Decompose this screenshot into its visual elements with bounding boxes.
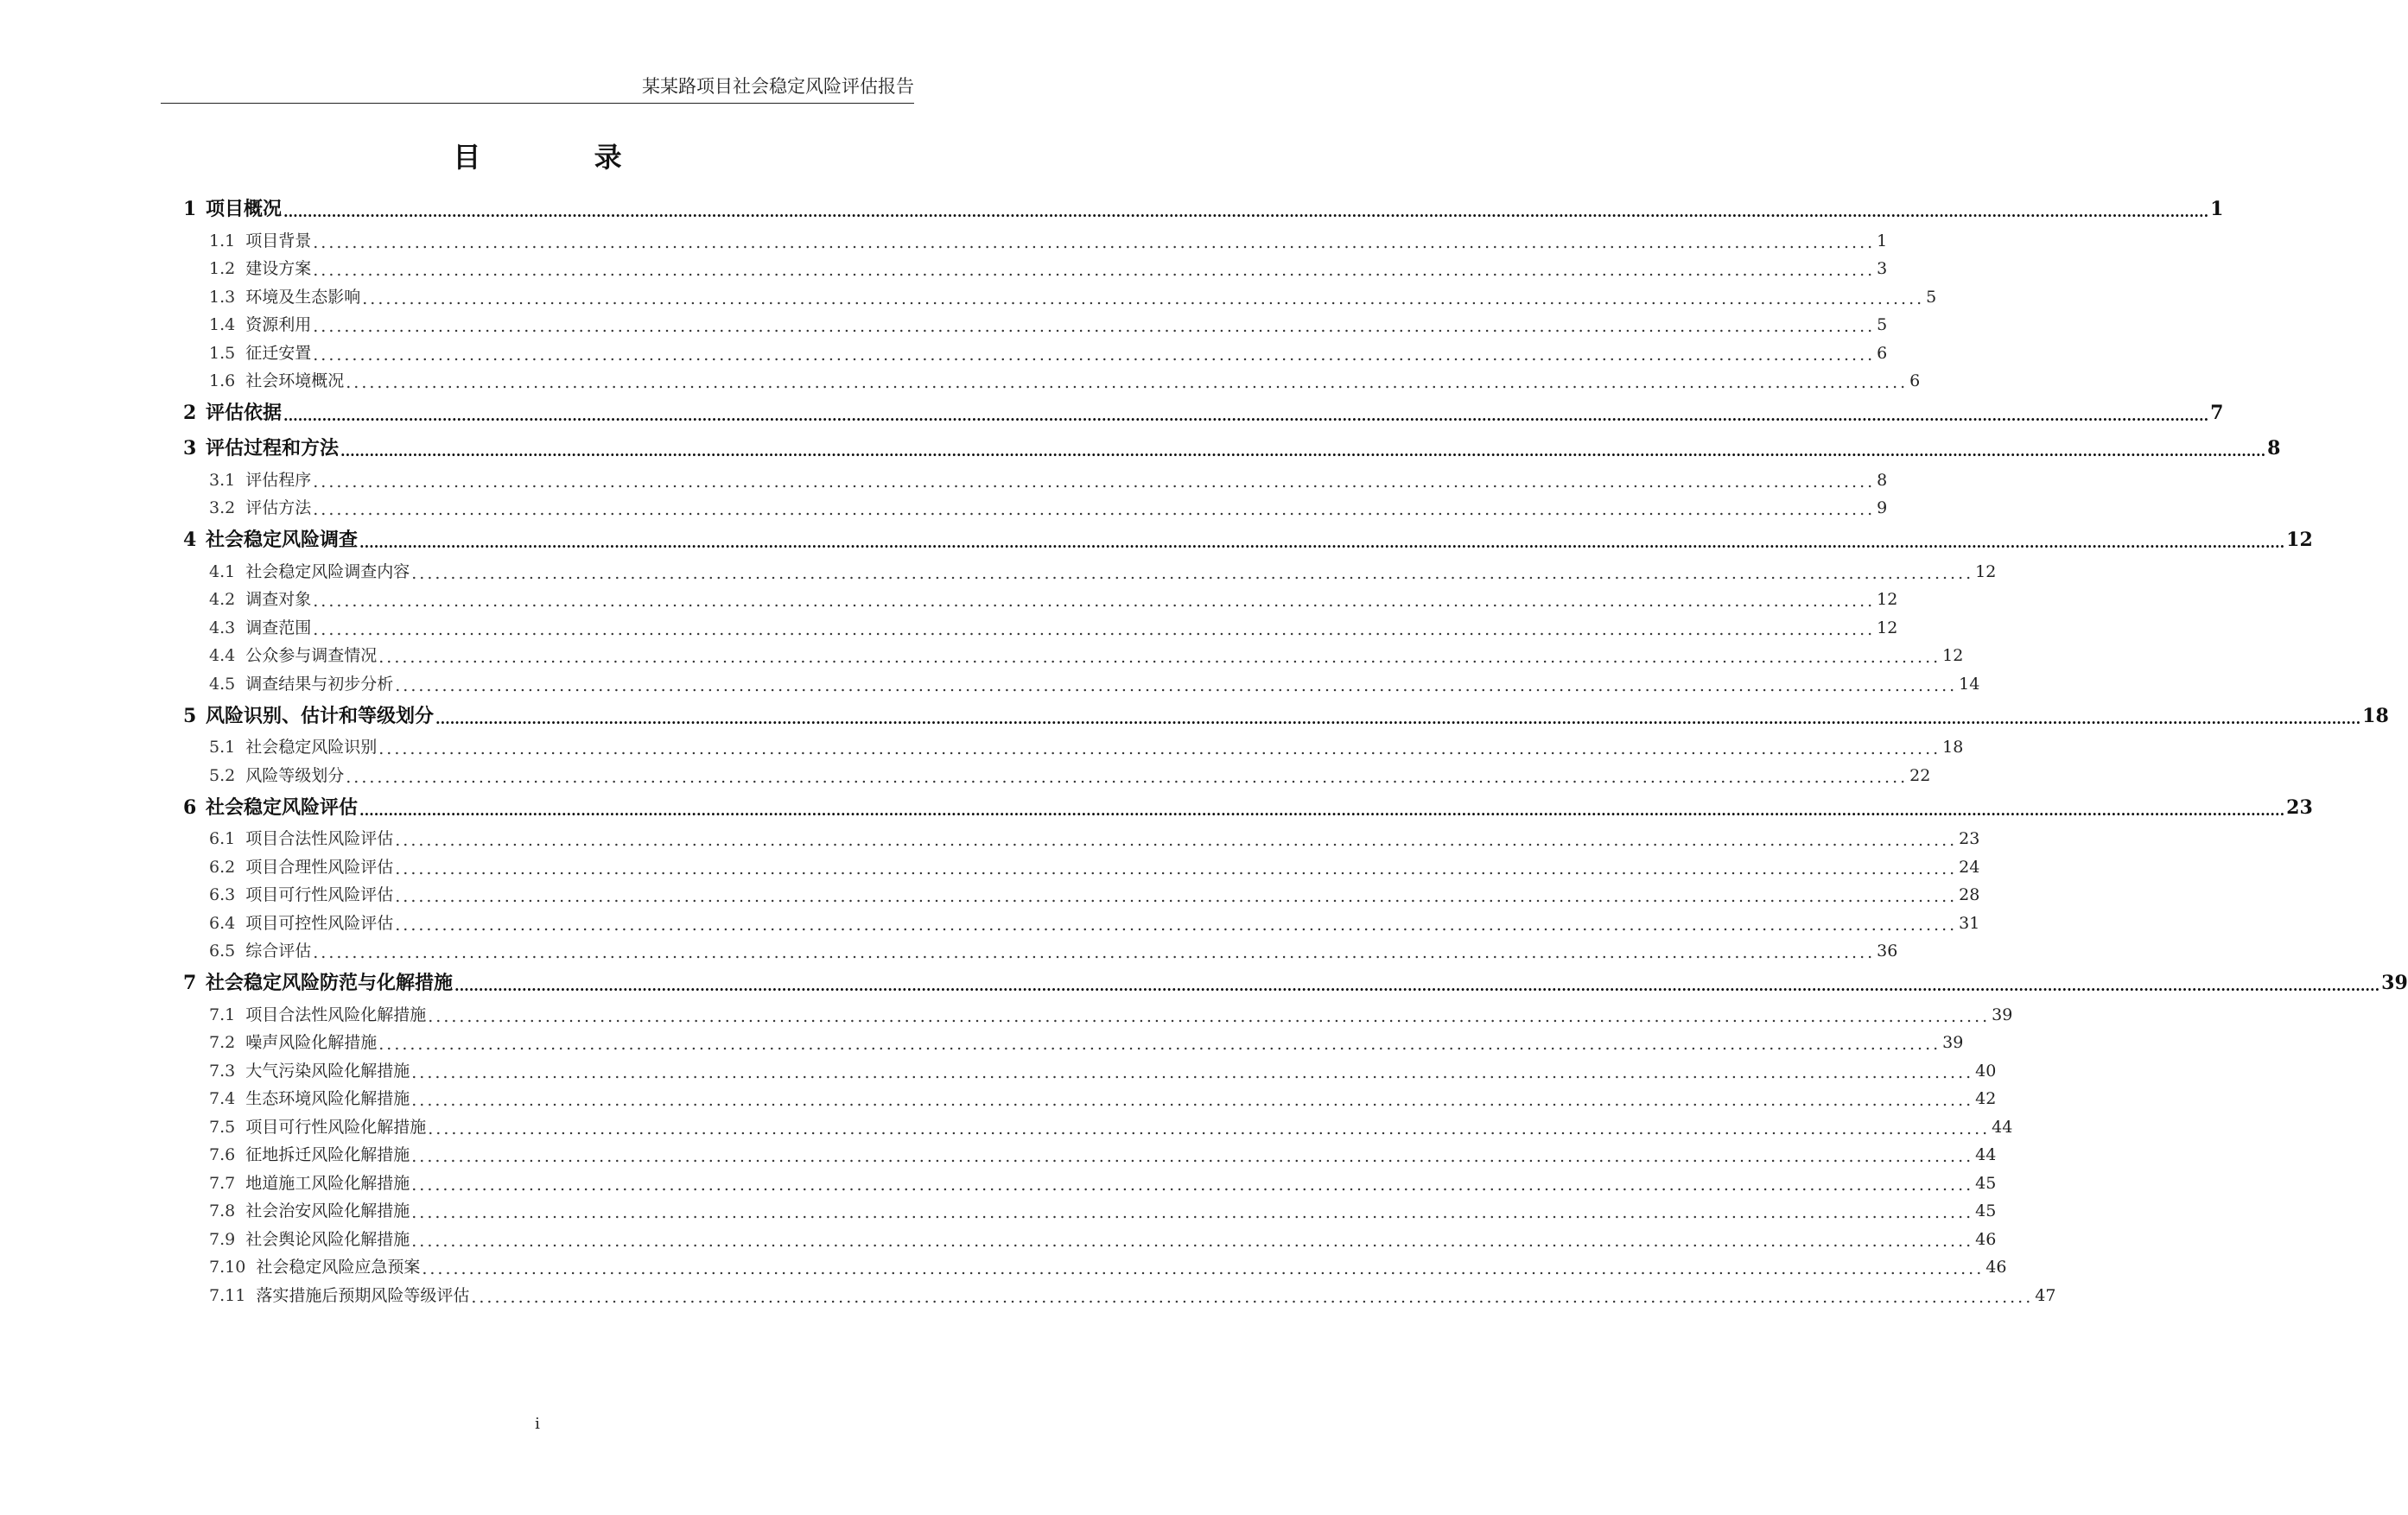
toc-section-entry[interactable] xyxy=(183,1028,1964,1056)
toc-entry-label: 噪声风险化解措施 xyxy=(245,1033,378,1052)
toc-dot-leader: ........................................................................................................................................................................................................ xyxy=(411,1147,1974,1166)
toc-entry-number: 6.1 xyxy=(209,829,236,848)
toc-section-entry[interactable] xyxy=(183,338,1888,366)
toc-entry-number: 4.2 xyxy=(209,590,236,609)
toc-dot-leader: ........................................................................................................................................................................................................ xyxy=(362,288,1925,308)
toc-dot-leader: ........................................................................................................................................................................................................ xyxy=(378,739,1941,758)
toc-entry-page: 46 xyxy=(1985,1258,2007,1277)
toc-entry-number: 7.3 xyxy=(209,1061,236,1081)
toc-title: 目 录 xyxy=(453,141,674,174)
toc-entry-page: 14 xyxy=(1959,674,1980,694)
toc-dot-leader: ........................................................................................................................................................................................................ xyxy=(378,648,1941,667)
toc-section-entry[interactable] xyxy=(183,585,1898,613)
toc-dot-leader: ........................................................................................................................................................................................................ xyxy=(411,1091,1974,1110)
toc-section-entry[interactable] xyxy=(183,880,1980,909)
toc-entry-number: 6.2 xyxy=(209,857,236,877)
toc-section-entry[interactable] xyxy=(183,1112,2013,1140)
toc-dot-leader: ........................................................................................................................................................................................................ xyxy=(395,859,1958,878)
toc-dot-leader: ........................................................................................................................................................................................................ xyxy=(411,1062,1974,1082)
toc-entry-number: 5.1 xyxy=(209,738,236,757)
toc-section-entry[interactable] xyxy=(183,254,1888,282)
toc-dot-leader: ........................................................................................................................................................................................................ xyxy=(313,345,1876,364)
toc-dot-leader: ................................................................................................................................................................................................................................................................................................................................................................................................................ xyxy=(435,710,2361,727)
toc-entry-label: 征地拆迁风险化解措施 xyxy=(245,1145,410,1164)
toc-entry-number: 7.5 xyxy=(209,1117,236,1137)
toc-entry-number: 7.7 xyxy=(209,1173,236,1193)
toc-dot-leader: ................................................................................................................................................................................................................................................................................................................................................................................................................ xyxy=(340,443,2266,460)
toc-dot-leader: ........................................................................................................................................................................................................ xyxy=(346,767,1909,787)
toc-entry-label: 调查对象 xyxy=(245,590,312,609)
table-of-contents xyxy=(183,190,2408,1309)
toc-dot-leader: ........................................................................................................................................................................................................ xyxy=(395,915,1958,935)
toc-entry-label: 项目合法性风险化解措施 xyxy=(245,1005,427,1024)
toc-entry-page: 12 xyxy=(1942,646,1964,665)
toc-entry-label: 公众参与调查情况 xyxy=(245,646,378,665)
toc-dot-leader: ........................................................................................................................................................................................................ xyxy=(313,592,1876,611)
toc-entry-label: 评估方法 xyxy=(245,498,312,517)
toc-entry-page: 6 xyxy=(1877,343,1888,363)
toc-dot-leader: ................................................................................................................................................................................................................................................................................................................................................................................................................ xyxy=(359,535,2285,551)
toc-entry-number: 1.2 xyxy=(209,259,236,278)
toc-entry-label: 项目概况 xyxy=(206,198,283,220)
toc-entry-number: 7.2 xyxy=(209,1033,236,1052)
toc-entry-number: 7.9 xyxy=(209,1229,236,1249)
toc-entry-page: 23 xyxy=(2286,796,2313,819)
toc-entry-page: 47 xyxy=(2035,1285,2056,1305)
toc-entry-label: 地道施工风险化解措施 xyxy=(245,1173,410,1193)
toc-dot-leader: ........................................................................................................................................................................................................ xyxy=(395,887,1958,906)
toc-entry-page: 8 xyxy=(1877,470,1888,490)
toc-entry-label: 调查结果与初步分析 xyxy=(245,674,394,694)
toc-section-entry[interactable] xyxy=(183,824,1980,853)
toc-section-entry[interactable] xyxy=(183,282,1937,310)
toc-section-entry[interactable] xyxy=(183,1168,1997,1196)
toc-entry-number: 1.1 xyxy=(209,231,236,250)
toc-dot-leader: ........................................................................................................................................................................................................ xyxy=(411,563,1974,583)
toc-dot-leader: ................................................................................................................................................................................................................................................................................................................................................................................................................ xyxy=(283,408,2209,424)
toc-chapter-entry[interactable] xyxy=(183,394,2224,429)
running-header: 某某路项目社会稳定风险评估报告 xyxy=(642,76,914,97)
toc-dot-leader: ................................................................................................................................................................................................................................................................................................................................................................................................................ xyxy=(283,204,2209,220)
toc-section-entry[interactable] xyxy=(183,225,1888,254)
toc-entry-label: 社会稳定风险评估 xyxy=(206,796,359,819)
toc-entry-number: 7 xyxy=(183,972,197,994)
toc-dot-leader: ........................................................................................................................................................................................................ xyxy=(313,943,1876,962)
toc-entry-number: 5 xyxy=(183,704,197,727)
toc-entry-page: 12 xyxy=(1877,590,1898,609)
toc-entry-label: 风险等级划分 xyxy=(245,765,345,785)
toc-dot-leader: ........................................................................................................................................................................................................ xyxy=(411,1175,1974,1195)
toc-entry-number: 4.4 xyxy=(209,646,236,665)
toc-section-entry[interactable] xyxy=(183,465,1888,493)
toc-section-entry[interactable] xyxy=(183,760,1931,789)
toc-entry-page: 39 xyxy=(1942,1033,1964,1052)
toc-dot-leader: ........................................................................................................................................................................................................ xyxy=(428,1006,1991,1026)
toc-section-entry[interactable] xyxy=(183,1224,1997,1252)
toc-chapter-entry[interactable] xyxy=(183,521,2313,556)
toc-entry-label: 评估程序 xyxy=(245,470,312,490)
toc-entry-page: 24 xyxy=(1959,857,1980,877)
toc-entry-number: 1 xyxy=(183,198,197,220)
toc-section-entry[interactable] xyxy=(183,366,1921,395)
toc-entry-page: 5 xyxy=(1877,315,1888,334)
toc-section-entry[interactable] xyxy=(183,999,2013,1028)
toc-section-entry[interactable] xyxy=(183,1196,1997,1225)
toc-entry-label: 建设方案 xyxy=(245,259,312,278)
toc-chapter-entry[interactable] xyxy=(183,697,2389,732)
toc-entry-label: 调查范围 xyxy=(245,618,312,637)
toc-entry-page: 8 xyxy=(2267,437,2281,460)
toc-entry-label: 评估依据 xyxy=(206,402,283,424)
toc-entry-number: 1.4 xyxy=(209,315,236,334)
toc-entry-label: 大气污染风险化解措施 xyxy=(245,1061,410,1081)
toc-dot-leader: ........................................................................................................................................................................................................ xyxy=(471,1287,2034,1307)
toc-entry-label: 项目可行性风险评估 xyxy=(245,885,394,904)
toc-section-entry[interactable] xyxy=(183,852,1980,880)
toc-dot-leader: ........................................................................................................................................................................................................ xyxy=(313,619,1876,639)
toc-dot-leader: ........................................................................................................................................................................................................ xyxy=(313,317,1876,336)
toc-entry-number: 7.8 xyxy=(209,1201,236,1220)
toc-section-entry[interactable] xyxy=(183,493,1888,522)
toc-entry-label: 环境及生态影响 xyxy=(245,287,361,307)
toc-entry-number: 4.5 xyxy=(209,674,236,694)
toc-entry-number: 7.1 xyxy=(209,1005,236,1024)
toc-entry-label: 项目可控性风险评估 xyxy=(245,913,394,933)
toc-entry-number: 7.11 xyxy=(209,1285,246,1305)
toc-entry-page: 36 xyxy=(1877,941,1898,960)
toc-entry-page: 44 xyxy=(1975,1145,1997,1164)
toc-entry-number: 2 xyxy=(183,402,197,424)
toc-entry-page: 12 xyxy=(1877,618,1898,637)
toc-dot-leader: ................................................................................................................................................................................................................................................................................................................................................................................................................ xyxy=(359,802,2285,819)
toc-entry-page: 5 xyxy=(1926,287,1937,307)
page-number: i xyxy=(535,1415,540,1433)
toc-entry-label: 社会稳定风险防范与化解措施 xyxy=(206,972,454,994)
toc-dot-leader: ........................................................................................................................................................................................................ xyxy=(378,1035,1941,1054)
toc-entry-label: 生态环境风险化解措施 xyxy=(245,1089,410,1108)
toc-entry-number: 7.6 xyxy=(209,1145,236,1164)
toc-entry-page: 12 xyxy=(1975,561,1997,581)
toc-entry-label: 征迁安置 xyxy=(245,343,312,363)
toc-entry-page: 42 xyxy=(1975,1089,1997,1108)
toc-dot-leader: ........................................................................................................................................................................................................ xyxy=(411,1203,1974,1222)
toc-entry-number: 3 xyxy=(183,437,197,460)
toc-section-entry[interactable] xyxy=(183,641,1964,669)
toc-section-entry[interactable] xyxy=(183,1280,2056,1309)
toc-dot-leader: ........................................................................................................................................................................................................ xyxy=(422,1259,1985,1278)
toc-chapter-entry[interactable] xyxy=(183,789,2313,824)
toc-entry-page: 7 xyxy=(2210,402,2224,424)
toc-entry-number: 5.2 xyxy=(209,765,236,785)
toc-section-entry[interactable] xyxy=(183,908,1980,936)
toc-entry-number: 1.5 xyxy=(209,343,236,363)
toc-section-entry[interactable] xyxy=(183,936,1898,965)
toc-entry-page: 28 xyxy=(1959,885,1980,904)
toc-dot-leader: ........................................................................................................................................................................................................ xyxy=(428,1119,1991,1138)
toc-chapter-entry[interactable] xyxy=(183,429,2281,465)
toc-entry-number: 4.3 xyxy=(209,618,236,637)
toc-entry-page: 3 xyxy=(1877,259,1888,278)
toc-entry-page: 6 xyxy=(1909,371,1921,390)
toc-entry-page: 44 xyxy=(1992,1117,2013,1137)
toc-dot-leader: ........................................................................................................................................................................................................ xyxy=(313,261,1876,280)
toc-entry-page: 22 xyxy=(1909,765,1931,785)
toc-entry-label: 社会舆论风险化解措施 xyxy=(245,1229,410,1249)
toc-entry-label: 社会稳定风险调查 xyxy=(206,529,359,551)
toc-entry-label: 社会稳定风险应急预案 xyxy=(256,1258,421,1277)
toc-section-entry[interactable] xyxy=(183,1140,1997,1169)
toc-entry-label: 社会治安风险化解措施 xyxy=(245,1201,410,1220)
toc-entry-page: 12 xyxy=(2286,529,2313,551)
toc-entry-label: 综合评估 xyxy=(245,941,312,960)
toc-entry-number: 1.6 xyxy=(209,371,236,390)
toc-dot-leader: ........................................................................................................................................................................................................ xyxy=(313,500,1876,519)
toc-section-entry[interactable] xyxy=(183,556,1997,585)
toc-entry-page: 45 xyxy=(1975,1201,1997,1220)
toc-chapter-entry[interactable] xyxy=(183,964,2408,999)
toc-entry-label: 项目可行性风险化解措施 xyxy=(245,1117,427,1137)
toc-entry-page: 23 xyxy=(1959,829,1980,848)
toc-entry-page: 18 xyxy=(1942,738,1964,757)
toc-dot-leader: ........................................................................................................................................................................................................ xyxy=(395,675,1958,695)
toc-dot-leader: ........................................................................................................................................................................................................ xyxy=(411,1231,1974,1251)
toc-chapter-entry[interactable] xyxy=(183,190,2224,225)
toc-section-entry[interactable] xyxy=(183,310,1888,339)
toc-section-entry[interactable] xyxy=(183,669,1980,697)
toc-dot-leader: ........................................................................................................................................................................................................ xyxy=(395,831,1958,850)
toc-entry-page: 40 xyxy=(1975,1061,1997,1081)
toc-entry-number: 4.1 xyxy=(209,561,236,581)
toc-section-entry[interactable] xyxy=(183,1055,1997,1084)
toc-entry-number: 6 xyxy=(183,796,197,819)
toc-entry-label: 资源利用 xyxy=(245,315,312,334)
toc-entry-label: 评估过程和方法 xyxy=(206,437,340,460)
toc-section-entry[interactable] xyxy=(183,732,1964,761)
toc-entry-number: 6.5 xyxy=(209,941,236,960)
toc-dot-leader: ................................................................................................................................................................................................................................................................................................................................................................................................................ xyxy=(454,978,2380,994)
toc-entry-page: 1 xyxy=(2210,198,2224,220)
toc-entry-page: 18 xyxy=(2362,704,2389,727)
toc-entry-number: 7.10 xyxy=(209,1258,246,1277)
toc-entry-label: 项目合理性风险评估 xyxy=(245,857,394,877)
toc-entry-number: 3.1 xyxy=(209,470,236,490)
toc-entry-number: 4 xyxy=(183,529,197,551)
toc-entry-page: 45 xyxy=(1975,1173,1997,1193)
toc-entry-number: 3.2 xyxy=(209,498,236,517)
toc-entry-page: 9 xyxy=(1877,498,1888,517)
toc-entry-label: 落实措施后预期风险等级评估 xyxy=(256,1285,470,1305)
toc-section-entry[interactable] xyxy=(183,1084,1997,1112)
toc-entry-label: 风险识别、估计和等级划分 xyxy=(206,704,435,727)
toc-entry-number: 1.3 xyxy=(209,287,236,307)
toc-entry-label: 社会环境概况 xyxy=(245,371,345,390)
toc-dot-leader: ........................................................................................................................................................................................................ xyxy=(346,373,1909,392)
toc-entry-label: 项目背景 xyxy=(245,231,312,250)
toc-entry-label: 社会稳定风险识别 xyxy=(245,738,378,757)
toc-section-entry[interactable] xyxy=(183,612,1898,641)
toc-dot-leader: ........................................................................................................................................................................................................ xyxy=(313,472,1876,491)
header-rule xyxy=(161,103,914,104)
toc-entry-label: 项目合法性风险评估 xyxy=(245,829,394,848)
toc-entry-page: 39 xyxy=(1992,1005,2013,1024)
toc-entry-label: 社会稳定风险调查内容 xyxy=(245,561,410,581)
toc-entry-number: 6.3 xyxy=(209,885,236,904)
toc-section-entry[interactable] xyxy=(183,1252,2007,1281)
toc-entry-number: 7.4 xyxy=(209,1089,236,1108)
toc-entry-page: 39 xyxy=(2381,972,2408,994)
toc-dot-leader: ........................................................................................................................................................................................................ xyxy=(313,232,1876,252)
toc-entry-number: 6.4 xyxy=(209,913,236,933)
toc-entry-page: 1 xyxy=(1877,231,1888,250)
toc-entry-page: 31 xyxy=(1959,913,1980,933)
toc-entry-page: 46 xyxy=(1975,1229,1997,1249)
